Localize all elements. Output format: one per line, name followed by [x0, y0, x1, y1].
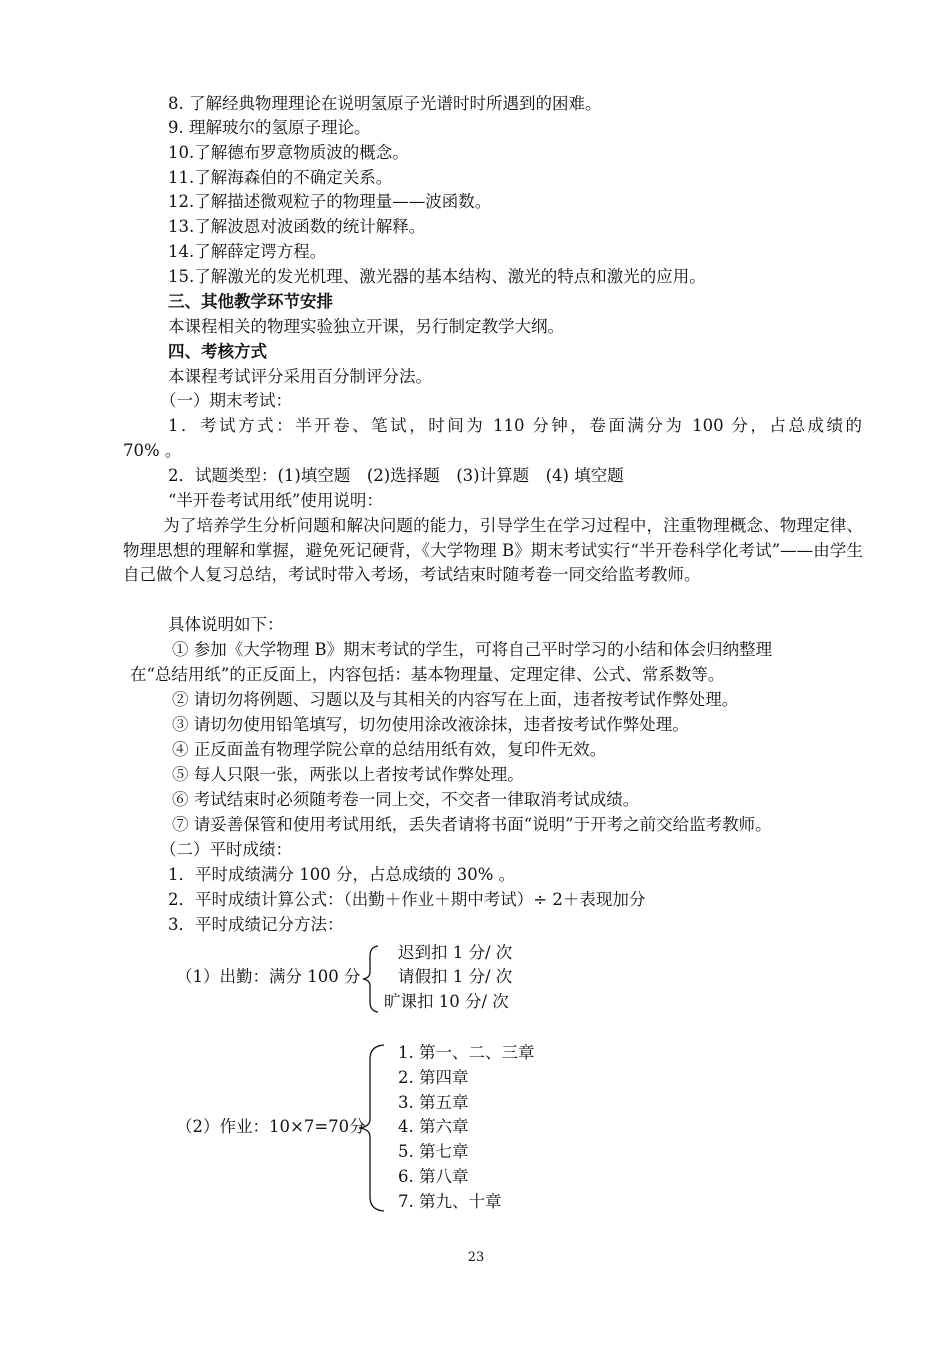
- homework-chapter: 6. 第八章: [398, 1167, 469, 1186]
- rule-item: 在“总结用纸”的正反面上，内容包括：基本物理量、定理定律、公式、常系数等。: [130, 665, 725, 684]
- rule-item: ④ 正反面盖有物理学院公章的总结用纸有效，复印件无效。: [172, 740, 607, 759]
- subsection-heading: （一）期末考试：: [160, 391, 292, 410]
- exam-method-line: 70% 。: [123, 441, 182, 460]
- section-heading: 三、其他教学环节安排: [168, 292, 333, 311]
- subsection-heading: （二）平时成绩：: [160, 840, 292, 859]
- homework-chapter: 2. 第四章: [398, 1068, 469, 1087]
- rule-item: ⑤ 每人只限一张，两张以上者按考试作弊处理。: [172, 765, 524, 784]
- rule-item: ① 参加《大学物理 B》期末考试的学生，可将自己平时学习的小结和体会归纳整理: [172, 640, 773, 659]
- paper-usage-title: “半开卷考试用纸”使用说明：: [168, 491, 383, 510]
- page-number: 23: [467, 1250, 485, 1265]
- attendance-rule: 旷课扣 10 分/ 次: [384, 992, 509, 1011]
- attendance-rule: 迟到扣 1 分/ 次: [398, 943, 513, 962]
- objective-item: 11.了解海森伯的不确定关系。: [168, 168, 393, 187]
- section-heading: 四、考核方式: [168, 342, 267, 361]
- question-types: 2．试题类型：(1)填空题 (2)选择题 (3)计算题 (4) 填空题: [168, 466, 624, 485]
- exam-method-line: 1．考试方式：半开卷、笔试，时间为 110 分钟，卷面满分为 100 分，占总成绩的: [168, 416, 862, 435]
- homework-chapter: 5. 第七章: [398, 1142, 469, 1161]
- regular-item: 2．平时成绩计算公式：（出勤＋作业＋期中考试）÷ 2＋表现加分: [168, 890, 646, 909]
- section-text: 本课程考试评分采用百分制评分法。: [168, 367, 432, 386]
- objective-item: 14.了解薛定谔方程。: [168, 242, 327, 261]
- details-title: 具体说明如下：: [168, 615, 284, 634]
- homework-label: （2）作业：10×7=70分: [176, 1117, 366, 1136]
- objective-item: 13.了解波恩对波函数的统计解释。: [168, 217, 426, 236]
- objective-item: 12.了解描述微观粒子的物理量——波函数。: [168, 192, 492, 211]
- homework-chapter: 4. 第六章: [398, 1117, 469, 1136]
- section-text: 本课程相关的物理实验独立开课，另行制定教学大纲。: [168, 317, 564, 336]
- objective-item: 9. 理解玻尔的氢原子理论。: [168, 118, 371, 137]
- rule-item: ③ 请切勿使用铅笔填写，切勿使用涂改液涂抹，违者按考试作弊处理。: [172, 715, 689, 734]
- attendance-label: （1）出勤：满分 100 分: [176, 967, 361, 986]
- rule-item: ② 请切勿将例题、习题以及与其相关的内容写在上面，违者按考试作弊处理。: [172, 690, 739, 709]
- homework-chapter: 3. 第五章: [398, 1093, 469, 1112]
- homework-chapter: 1. 第一、二、三章: [398, 1043, 535, 1062]
- homework-chapter: 7. 第九、十章: [398, 1192, 502, 1211]
- objective-item: 15.了解激光的发光机理、激光器的基本结构、激光的特点和激光的应用。: [168, 267, 706, 286]
- attendance-rule: 请假扣 1 分/ 次: [398, 967, 513, 986]
- regular-item: 1．平时成绩满分 100 分，占总成绩的 30% 。: [168, 865, 516, 884]
- rule-item: ⑦ 请妥善保管和使用考试用纸，丢失者请将书面“说明”于开考之前交给监考教师。: [172, 815, 772, 834]
- paper-usage-text: 为了培养学生分析问题和解决问题的能力，引导学生在学习过程中，注重物理概念、物理定律、物理思想的理解和掌握，避免死记硬背，《大学物理 B》期末考试实行“半开卷科学化考试”——由学生自己做个人复习总结，考试时带入考场，考试结束时随考卷一同交给监考教师。: [123, 516, 863, 584]
- objective-item: 8. 了解经典物理理论在说明氢原子光谱时时所遇到的困难。: [168, 94, 602, 113]
- attendance-brace: [360, 944, 382, 1014]
- homework-brace: [356, 1043, 386, 1213]
- paper-usage-paragraph: [123, 514, 863, 588]
- rule-item: ⑥ 考试结束时必须随考卷一同上交，不交者一律取消考试成绩。: [172, 790, 640, 809]
- regular-item: 3．平时成绩记分方法：: [168, 915, 344, 934]
- objective-item: 10.了解德布罗意物质波的概念。: [168, 143, 409, 162]
